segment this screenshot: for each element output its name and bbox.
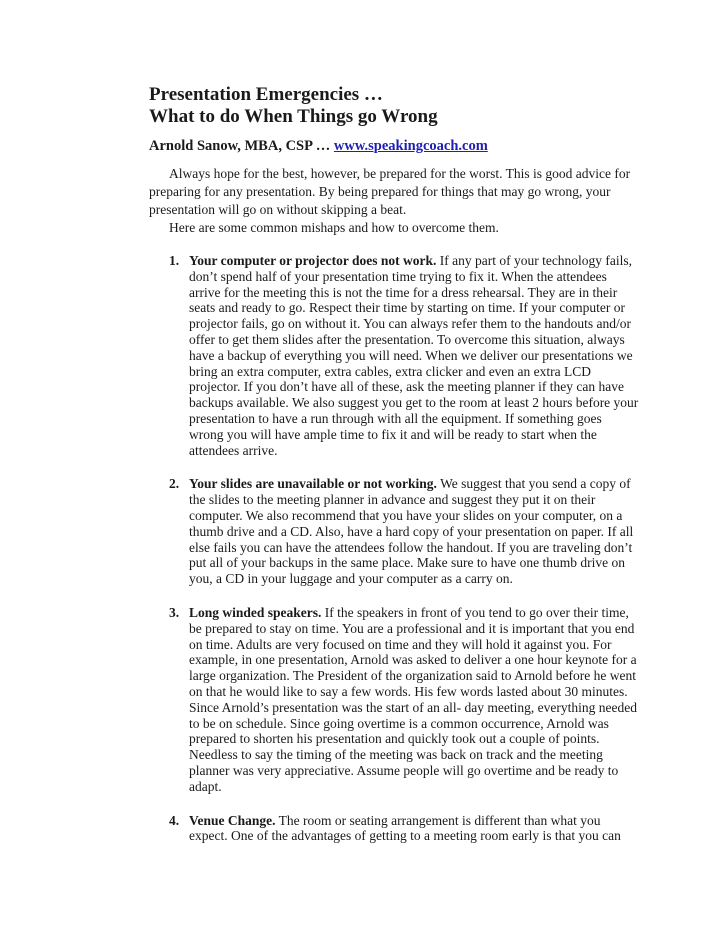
website-link[interactable]: www.speakingcoach.com	[333, 138, 488, 154]
item-body: If the speakers in front of you tend to go over their time, be prepared to stay on time. You are a professional and it is important that you end on time. Adults are very focused on time and they will hold it against you. For example, in one presentation, Arnold was asked to deliver a one hour keynote for a large organization. The President of the organization said to Arnold before he went on that he would like to say a few words. His few words lasted about 30 minutes. Since Arnold’s presentation was the start of an all- day meeting, everything needed to be on schedule. Since going overtime is a common occurrence, Arnold was prepared to shorten his presentation and quickly took out a couple of points. Needless to say the timing of the meeting was back on track and the meeting planner was very appreciative. Assume people will go overtime and be ready to adapt.	[189, 604, 637, 794]
item-heading: Your slides are unavailable or not working.	[189, 476, 437, 492]
title-line-1: Presentation Emergencies …	[149, 84, 383, 105]
item-number: 4.	[169, 812, 180, 828]
item-number: 2.	[169, 476, 180, 492]
item-number: 1.	[169, 253, 180, 268]
list-item-1	[149, 253, 639, 458]
intro-paragraph: Always hope for the best, however, be prepared for the worst. This is good advice for preparing for any presentation. By being prepared for things that may go wrong, your presentation will go on without skipping a beat.	[149, 166, 631, 217]
mishaps-list	[149, 253, 639, 844]
item-body: If any part of your technology fails, don’t spend half of your presentation time trying to fix it. When the attendees arrive for the meeting this is not the time for a dress rehearsal. They are in their seats and ready to go. Respect their time by starting on time. If your computer or projector fails, go on without it. You can always refer them to the handouts and/or offer to get them slides after the presentation. To overcome this situation, always have a backup of everything you will need. When we deliver our presentations we bring an extra computer, extra cables, extra clicker and even an extra LCD projector. If you don’t have all of these, ask the meeting planner if they can have backups available. We also suggest you get to the room at least 2 hours before your presentation to have a run through with all the equipment. If something goes wrong you will have ample time to fix it and will be ready to start when the attendees arrive.	[189, 253, 639, 458]
item-body: We suggest that you send a copy of the slides to the meeting planner in advance and suggest they put it on their computer. We also recommend that you have your slides on your computer, on a thumb drive and a CD. Also, have a hard copy of your presentation on paper. If all else fails you can have the attendees follow the handout. If you are traveling don’t put all of your backups in the same place. Make sure to have one thumb drive on you, a CD in your luggage and your computer as a carry on.	[189, 476, 634, 587]
author-name: Arnold Sanow, MBA, CSP …	[149, 138, 331, 154]
byline	[149, 137, 639, 155]
item-number: 3.	[169, 604, 180, 620]
list-item-2	[149, 476, 639, 587]
document-content	[149, 84, 639, 862]
intro-paragraph-2: Here are some common mishaps and how to overcome them.	[169, 220, 499, 235]
item-heading: Long winded speakers.	[189, 604, 322, 620]
list-item-4	[149, 813, 639, 845]
title-line-2: What to do When Things go Wrong	[149, 106, 438, 127]
document-title	[149, 84, 639, 128]
item-heading: Venue Change.	[189, 812, 276, 828]
item-body: The room or seating arrangement is different than what you expect. One of the advantages of getting to a meeting room early is that you can	[189, 812, 621, 844]
list-item-3	[149, 605, 639, 795]
item-heading: Your computer or projector does not work.	[189, 253, 437, 268]
